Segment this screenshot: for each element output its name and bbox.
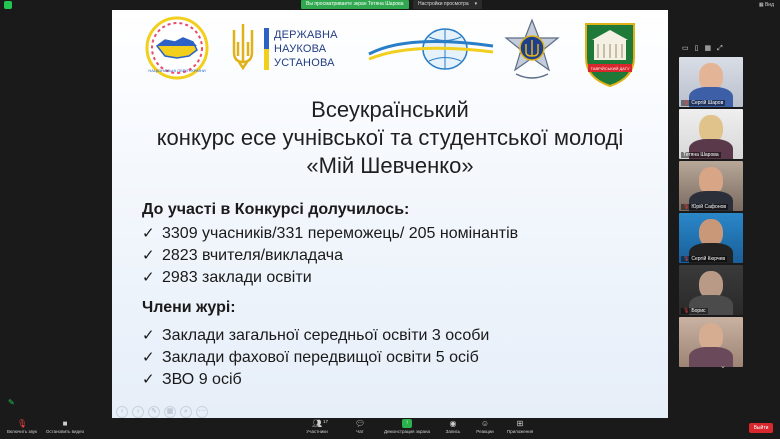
participant-tile[interactable]: [679, 317, 743, 367]
participant-tile[interactable]: [679, 57, 743, 107]
participants-icon: 👥︎: [312, 419, 323, 428]
gallery-grid-icon[interactable]: ▦: [704, 45, 712, 52]
participant-tile[interactable]: [679, 213, 743, 263]
logo-strip: [112, 14, 668, 92]
participant-name: [681, 152, 721, 158]
share-screen-button[interactable]: [381, 419, 433, 435]
thumbnail-view-icon[interactable]: ▯: [694, 45, 699, 52]
stop-video-label: Остановить видео: [45, 429, 85, 434]
police-star-emblem-icon: [502, 18, 562, 84]
muted-mic-icon: 🎙︎: [683, 308, 690, 314]
participants-button[interactable]: [302, 419, 332, 435]
check-icon: ✓: [142, 349, 155, 366]
record-button[interactable]: [443, 419, 463, 435]
unmute-button[interactable]: [3, 419, 41, 435]
security-shield-icon[interactable]: [4, 1, 12, 9]
participant-name-text: Сергій Кюрчев: [691, 256, 726, 262]
reactions-label: Реакции: [476, 429, 494, 434]
muted-microphone-icon: 🎙︎: [17, 419, 28, 428]
list-item-text: Заклади фахової передвищої освіти 5 осіб: [162, 349, 479, 366]
zoom-icon[interactable]: ⌕: [180, 406, 192, 418]
logo3-line2: НАУКОВА: [274, 43, 327, 55]
list-item: [142, 369, 242, 391]
share-screen-icon: ↑: [402, 419, 412, 428]
list-item-text: 2823 вчителя/викладача: [162, 247, 344, 264]
apps-label: Приложения: [506, 429, 534, 434]
chat-label: Чат: [356, 429, 364, 434]
previous-slide-icon[interactable]: ‹: [116, 406, 128, 418]
record-icon: ◉: [449, 419, 457, 428]
list-item: [142, 245, 343, 267]
view-label: Вид: [764, 2, 774, 8]
participant-name-text: Тетяна Шарова: [683, 152, 719, 158]
muted-mic-icon: 🎙︎: [683, 100, 690, 106]
list-item-text: ЗВО 9 осіб: [162, 371, 242, 388]
slide-title-line1: Всеукраїнський: [311, 97, 469, 122]
shared-screen-slide: [112, 10, 668, 418]
screen-share-notice: Вы просматриваете экран Тетяна Шарова: [301, 0, 409, 9]
participants-label: Участники: [306, 429, 328, 434]
view-button[interactable]: ▦ Вид: [758, 2, 774, 8]
participant-name: [681, 204, 728, 210]
state-scientific-institution-logo: [264, 28, 360, 70]
participant-tile[interactable]: [679, 109, 743, 159]
stop-video-button[interactable]: [43, 419, 87, 435]
participant-name: [681, 308, 708, 314]
top-bar: [0, 0, 780, 10]
chat-bubble-icon: 💬︎: [355, 419, 366, 428]
muted-mic-icon: 🎙︎: [683, 256, 690, 262]
participant-tile[interactable]: [679, 265, 743, 315]
apps-grid-icon: ⊞: [516, 419, 524, 428]
record-label: Запись: [445, 429, 461, 434]
leave-meeting-button[interactable]: Выйти: [749, 423, 773, 433]
video-camera-icon: ■: [62, 419, 68, 428]
logo6-caption: ТАВРІЙСЬКИЙ ДАТУ: [590, 66, 630, 71]
trident-icon: [228, 22, 258, 70]
unmute-label: Включить звук: [6, 429, 37, 434]
smiley-icon: ☺: [480, 419, 490, 428]
jury-heading: Члени журі:: [142, 299, 236, 316]
check-icon: ✓: [142, 225, 155, 242]
globe-swoosh-logo-icon: [367, 26, 495, 72]
state-scientific-institution-text: [274, 28, 364, 70]
list-item-text: Заклади загальної середньої освіти 3 особи: [162, 327, 490, 344]
chevron-down-icon: ▾: [474, 1, 478, 7]
university-crest-icon: [580, 18, 640, 88]
national-horizons-logo-icon: [145, 16, 209, 80]
check-icon: ✓: [142, 269, 155, 286]
check-icon: ✓: [142, 327, 155, 344]
participant-name-text: Юрій Сафонов: [691, 204, 727, 210]
minimize-icon[interactable]: ▭: [682, 45, 689, 52]
view-options-button[interactable]: [413, 0, 482, 9]
slides-grid-icon[interactable]: ▦: [164, 406, 176, 418]
muted-mic-icon: 🎙︎: [683, 204, 690, 210]
list-item-text: 3309 учасників/331 переможець/ 205 номінантів: [162, 225, 519, 242]
pen-tool-icon[interactable]: ✎: [148, 406, 160, 418]
list-item: [142, 325, 489, 347]
list-item: [142, 347, 479, 369]
view-options-label: Настройки просмотра: [418, 1, 469, 7]
logo1-caption: НАЦІОНАЛЬНІ ОБРІЇ УКРАЇНИ: [148, 68, 206, 73]
list-item-text: 2983 заклади освіти: [162, 269, 312, 286]
logo3-line3: УСТАНОВА: [274, 57, 335, 69]
reactions-button[interactable]: [474, 419, 496, 435]
flag-bar-icon: [264, 28, 269, 70]
slide-title-line2: конкурс есе учнівської та студентської молоді: [156, 125, 624, 150]
apps-button[interactable]: [503, 419, 537, 435]
list-item: [142, 223, 518, 245]
check-icon: ✓: [142, 247, 155, 264]
fullscreen-icon[interactable]: ⤢: [717, 45, 723, 52]
list-item: [142, 267, 312, 289]
participation-heading: До участі в Конкурсі долучилось:: [142, 201, 410, 218]
share-screen-label: Демонстрация экрана: [384, 429, 430, 434]
participant-name: [681, 256, 727, 262]
chat-button[interactable]: [352, 419, 368, 435]
more-options-icon[interactable]: ⋯: [196, 406, 208, 418]
next-slide-icon[interactable]: ›: [132, 406, 144, 418]
participant-body: [689, 347, 733, 367]
participant-tile[interactable]: [679, 161, 743, 211]
check-icon: ✓: [142, 371, 155, 388]
annotate-icon[interactable]: ✎: [8, 398, 15, 407]
participant-name: [681, 100, 725, 106]
logo3-line1: ДЕРЖАВНА: [274, 29, 338, 41]
presentation-controls: [116, 400, 212, 414]
meeting-toolbar: [0, 418, 780, 439]
gallery-view-controls: [682, 44, 729, 54]
participant-gallery: [672, 10, 780, 418]
slide-title-line3: «Мій Шевченко»: [306, 153, 474, 178]
participant-name-text: Сергій Шаров: [691, 100, 724, 106]
gallery-scroll-down-icon[interactable]: ⌄: [720, 363, 726, 370]
participants-count: 17: [323, 419, 329, 424]
participant-name-text: Борис: [691, 308, 706, 314]
